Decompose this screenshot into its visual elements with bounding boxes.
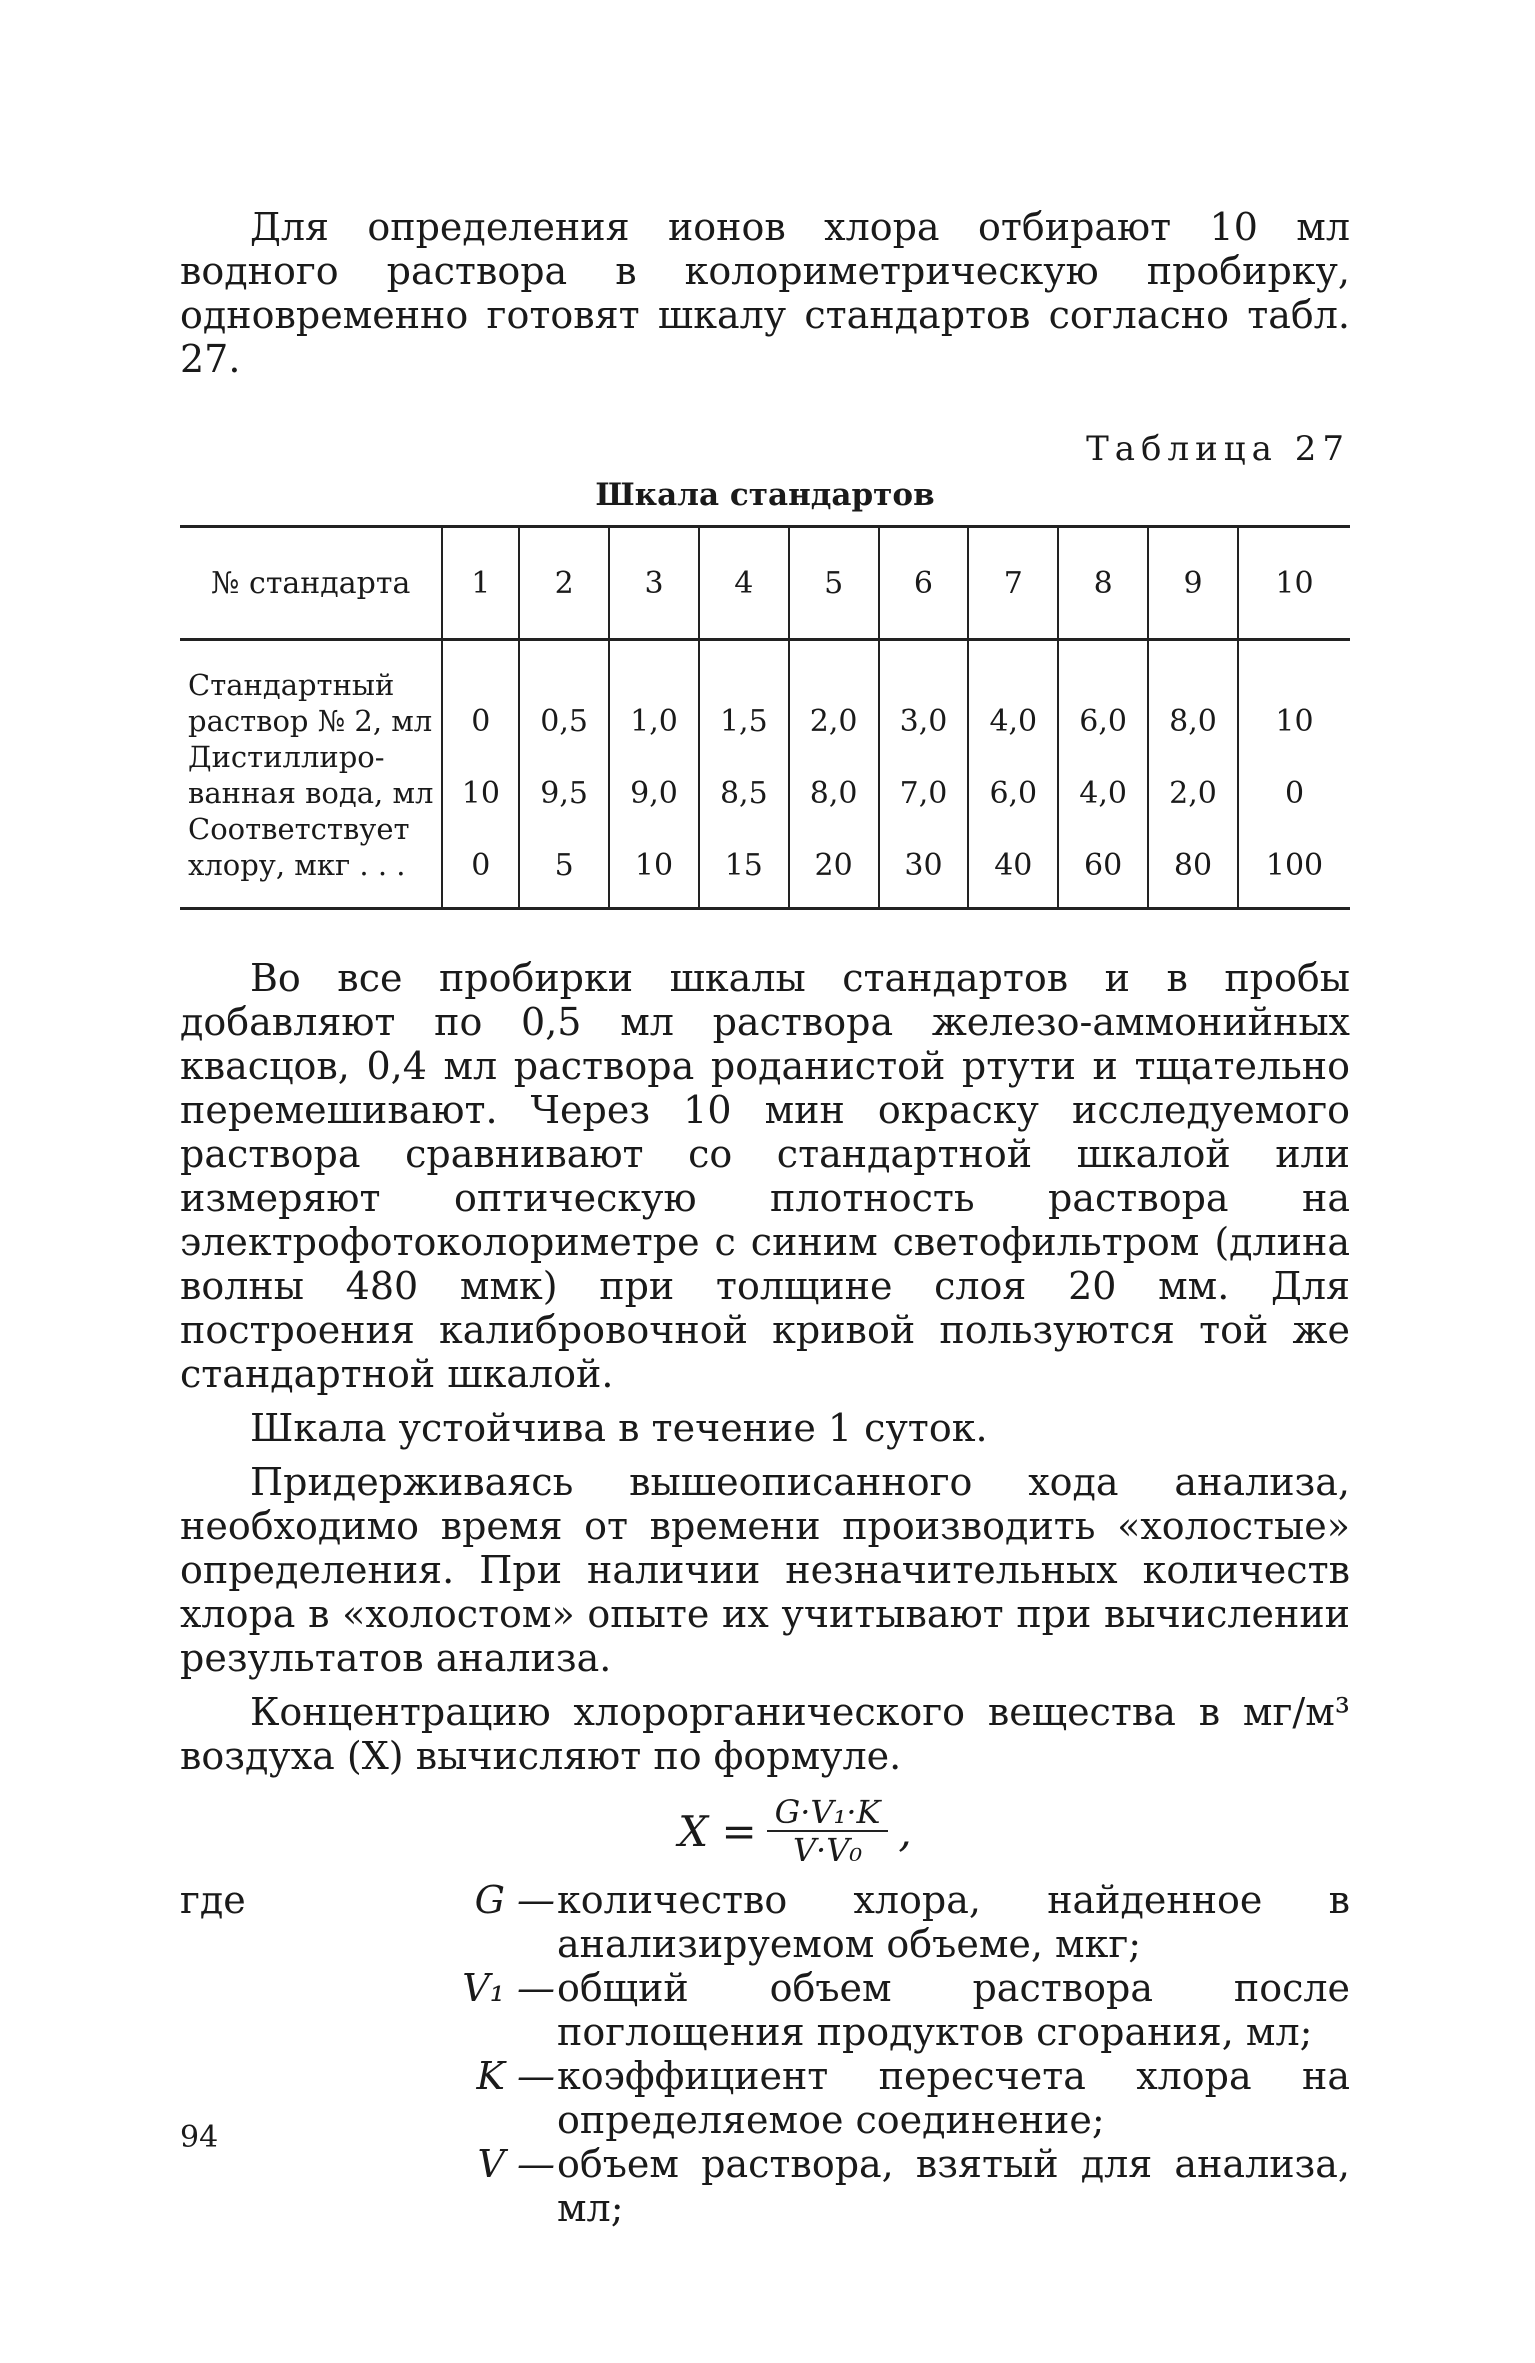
header-col-2: 2 xyxy=(519,527,609,640)
table-cell: 6,0 xyxy=(1058,640,1148,740)
table-cell: 60 xyxy=(1058,811,1148,909)
table-cell: 6,0 xyxy=(968,739,1058,811)
row-label-line1: Соответствует xyxy=(188,812,410,846)
table-cell: 10 xyxy=(1238,640,1350,740)
definition-row xyxy=(180,1966,1350,2054)
table-cell: 3,0 xyxy=(879,640,969,740)
table-cell: 8,0 xyxy=(1148,640,1238,740)
table-cell: 10 xyxy=(609,811,699,909)
table-cell: 5 xyxy=(519,811,609,909)
definition-symbol: V — xyxy=(477,2142,555,2186)
table-title: Шкала стандартов xyxy=(595,477,935,513)
table-cell: 2,0 xyxy=(1148,739,1238,811)
definition-row xyxy=(180,2142,1350,2230)
definition-row xyxy=(180,2054,1350,2142)
page-content xyxy=(180,205,1350,2230)
formula xyxy=(240,1794,1350,1868)
intro-paragraph: Для определения ионов хлора отбирают 10 мл водного раствора в колориметрическую пробирку, одновременно готовят шкалу стандартов согласно табл. 27. xyxy=(180,205,1350,381)
paragraph-stability: Шкала устойчива в течение 1 суток. xyxy=(250,1406,988,1450)
row-label-line1: Дистиллиро- xyxy=(188,740,385,774)
definition-symbol: V₁ — xyxy=(462,1966,555,2010)
formula-tail: , xyxy=(898,1806,912,1856)
table-row xyxy=(180,640,1350,740)
table-cell: 10 xyxy=(442,739,519,811)
formula-lhs: X = xyxy=(678,1806,757,1856)
header-col-7: 7 xyxy=(968,527,1058,640)
definition-text: коэффициент пересчета хлора на определяемое соединение; xyxy=(557,2054,1350,2142)
table-cell: 4,0 xyxy=(1058,739,1148,811)
table-cell: 100 xyxy=(1238,811,1350,909)
header-col-9: 9 xyxy=(1148,527,1238,640)
definition-row xyxy=(180,1878,1350,1966)
table-cell: 40 xyxy=(968,811,1058,909)
header-col-4: 4 xyxy=(699,527,789,640)
header-col-5: 5 xyxy=(789,527,879,640)
header-col-3: 3 xyxy=(609,527,699,640)
table-cell: 1,5 xyxy=(699,640,789,740)
table-cell: 9,5 xyxy=(519,739,609,811)
header-col-6: 6 xyxy=(879,527,969,640)
formula-fraction xyxy=(767,1794,889,1868)
row-label xyxy=(180,640,442,740)
paragraph-blank: Придерживаясь вышеописанного хода анализа, необходимо время от времени производить «холостые» определения. При наличии незначительных количеств хлора в «холостом» опыте их учитывают при вычислении результатов анализа. xyxy=(180,1460,1350,1680)
table-cell: 9,0 xyxy=(609,739,699,811)
row-label-line2: ванная вода, мл xyxy=(188,776,434,810)
row-label-line2: раствор № 2, мл xyxy=(188,704,433,738)
table-cell: 15 xyxy=(699,811,789,909)
header-col-1: 1 xyxy=(442,527,519,640)
definitions xyxy=(180,1878,1350,2230)
row-label-line2: хлору, мкг . . . xyxy=(188,848,406,882)
header-col-8: 8 xyxy=(1058,527,1148,640)
definition-text: количество хлора, найденное в анализируемом объеме, мкг; xyxy=(557,1878,1350,1966)
table-cell: 80 xyxy=(1148,811,1238,909)
formula-denominator: V·V₀ xyxy=(792,1831,863,1869)
table-cell: 0 xyxy=(1238,739,1350,811)
definition-text: общий объем раствора после поглощения продуктов сгорания, мл; xyxy=(557,1966,1350,2054)
table-cell: 20 xyxy=(789,811,879,909)
table-header-row xyxy=(180,527,1350,640)
table-cell: 8,0 xyxy=(789,739,879,811)
paragraph-concentration: Концентрацию хлорорганического вещества в мг/м³ воздуха (X) вычисляют по формуле. xyxy=(180,1690,1350,1778)
row-label xyxy=(180,739,442,811)
page-number: 94 xyxy=(180,2120,219,2155)
table-cell: 2,0 xyxy=(789,640,879,740)
table-caption: Таблица 27 xyxy=(1086,429,1350,469)
table-cell: 4,0 xyxy=(968,640,1058,740)
table-row xyxy=(180,811,1350,909)
table-cell: 30 xyxy=(879,811,969,909)
standards-table xyxy=(180,525,1350,910)
where-label: где xyxy=(180,1878,246,1922)
paragraph-procedure: Во все пробирки шкалы стандартов и в пробы добавляют по 0,5 мл раствора железо-аммонийных квасцов, 0,4 мл раствора роданистой ртути и тщательно перемешивают. Через 10 мин окраску исследуемого раствора сравнивают со стандартной шкалой или измеряют оптическую плотность раствора на электрофотоколориметре с синим светофильтром (длина волны 480 ммк) при толщине слоя 20 мм. Для построения калибровочной кривой пользуются той же стандартной шкалой. xyxy=(180,956,1350,1396)
row-label-line1: Стандартный xyxy=(188,668,395,702)
definition-text: объем раствора, взятый для анализа, мл; xyxy=(557,2142,1350,2230)
table-row xyxy=(180,739,1350,811)
table-cell: 7,0 xyxy=(879,739,969,811)
definition-symbol: K — xyxy=(476,2054,555,2098)
table-cell: 0 xyxy=(442,640,519,740)
table-cell: 0,5 xyxy=(519,640,609,740)
definition-symbol: G — xyxy=(474,1878,555,1922)
header-col-10: 10 xyxy=(1238,527,1350,640)
header-label: № стандарта xyxy=(211,565,411,601)
table-cell: 1,0 xyxy=(609,640,699,740)
table-cell: 0 xyxy=(442,811,519,909)
table-cell: 8,5 xyxy=(699,739,789,811)
row-label xyxy=(180,811,442,909)
formula-numerator: G·V₁·K xyxy=(767,1794,889,1832)
